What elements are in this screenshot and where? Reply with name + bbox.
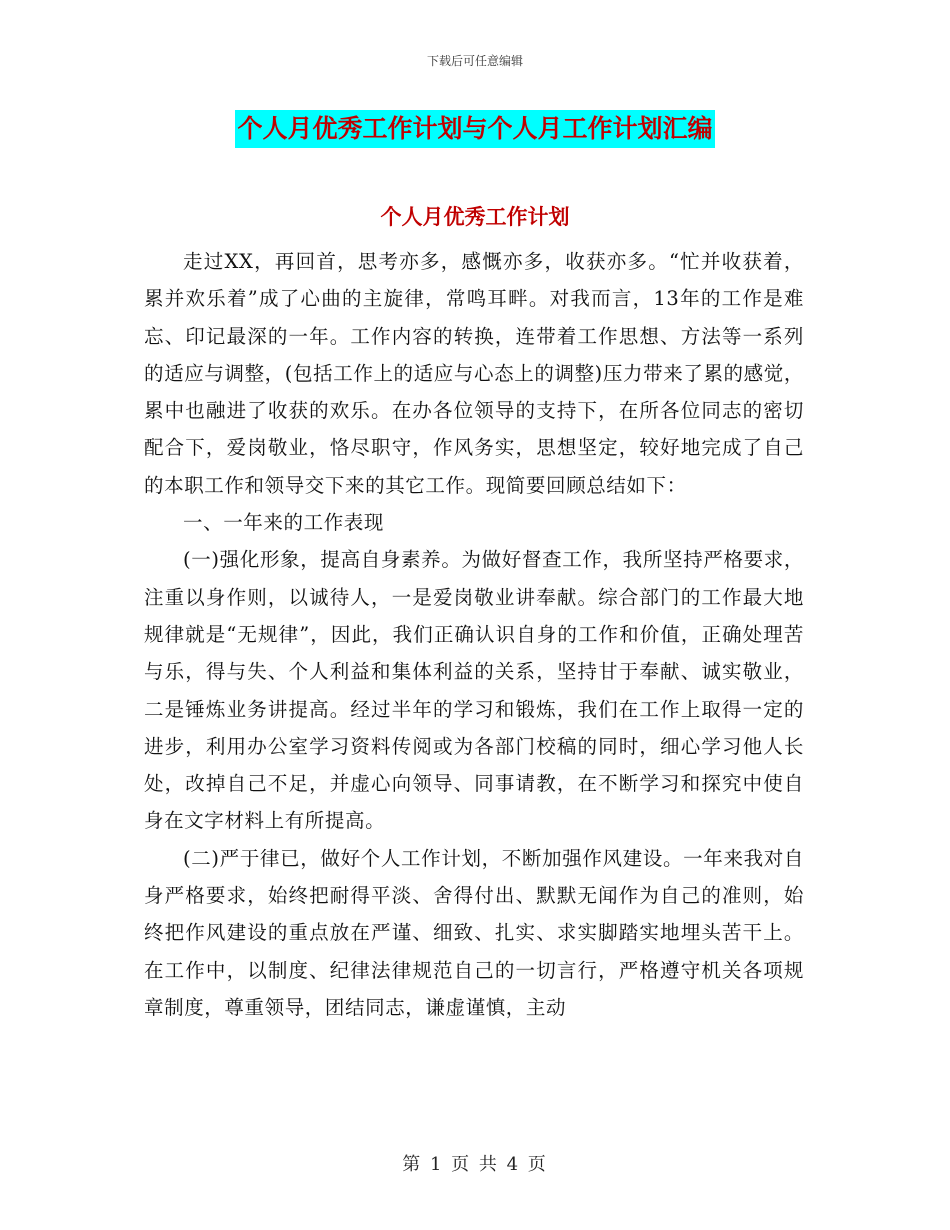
paragraph-section-one: (一)强化形象，提高自身素养。为做好督查工作，我所坚持严格要求，注重以身作则，以诚待人，一是爱岗敬业讲奉献。综合部门的工作最大地规律就是“无规律”，因此，我们正确认识自身的工作和价值，正确处理苦与乐，得与失、个人利益和集体利益的关系，坚持甘于奉献、诚实敬业，二是锤炼业务讲提高。经过半年的学习和锻炼，我们在工作上取得一定的进步，利用办公室学习资料传阅或为各部门校稿的同时，细心学习他人长处，改掉自己不足，并虚心向领导、同事请教，在不断学习和探究中使自身在文字材料上有所提高。	[144, 548, 804, 833]
page-footer: 第 1 页 共 4 页	[402, 1154, 548, 1175]
main-title-wrap	[0, 110, 950, 148]
document-body	[144, 243, 804, 1026]
paragraph-section-two: (二)严于律已，做好个人工作计划，不断加强作风建设。一年来我对自身严格要求，始终把耐得平淡、舍得付出、默默无闻作为自己的准则，始终把作风建设的重点放在严谨、细致、扎实、求实脚踏实地埋头苦干上。在工作中，以制度、纪律法律规范自己的一切言行，严格遵守机关各项规章制度，尊重领导，团结同志，谦虚谨慎，主动	[144, 846, 804, 1019]
section-title: 个人月优秀工作计划	[380, 204, 570, 229]
paragraph-intro: 走过XX，再回首，思考亦多，感慨亦多，收获亦多。“忙并收获着，累并欢乐着”成了心曲的主旋律，常鸣耳畔。对我而言，13年的工作是难忘、印记最深的一年。工作内容的转换，连带着工作思想、方法等一系列的适应与调整，(包括工作上的适应与心态上的调整)压力带来了累的感觉，累中也融进了收获的欢乐。在办各位领导的支持下，在所各位同志的密切配合下，爱岗敬业，恪尽职守，作风务实，思想坚定，较好地完成了自己的本职工作和领导交下来的其它工作。现简要回顾总结如下：	[144, 250, 804, 497]
paragraph-heading-one: 一、一年来的工作表现	[183, 511, 385, 535]
main-title: 个人月优秀工作计划与个人月工作计划汇编	[235, 110, 714, 148]
header-note: 下载后可任意编辑	[426, 54, 523, 68]
